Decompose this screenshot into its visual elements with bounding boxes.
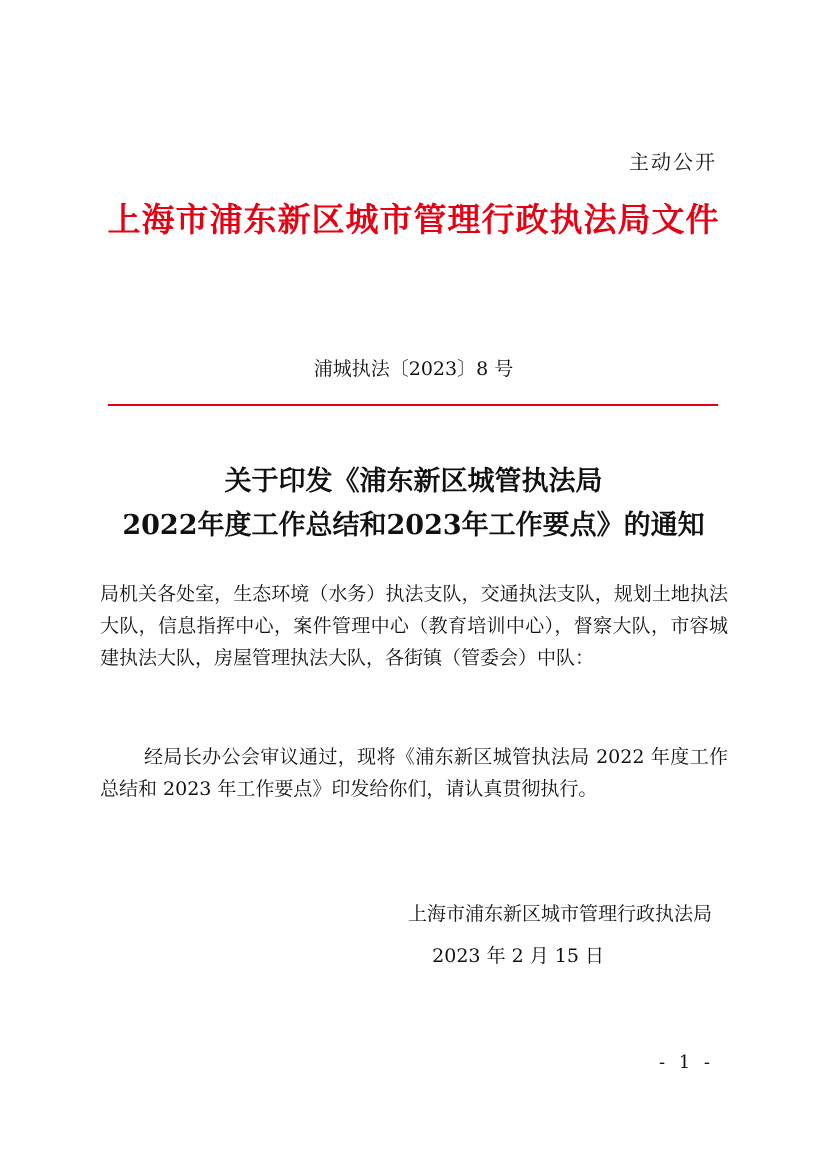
document-number: 浦城执法〔2023〕8 号 <box>313 358 514 380</box>
disclosure-label: 主动公开 <box>629 150 717 174</box>
issue-date: 2023 年 2 月 15 日 <box>432 945 604 967</box>
document-header: 上海市浦东新区城市管理行政执法局文件 <box>107 200 720 239</box>
document-title <box>0 460 827 548</box>
addressee-paragraph: 局机关各处室，生态环境（水务）执法支队，交通执法支队，规划土地执法大队，信息指挥中心，案件管理中心（教育培训中心），督察大队，市容城建执法大队，房屋管理执法大队，各街镇（管委会）中队： <box>100 583 728 669</box>
title-line-2: 2022年度工作总结和2023年工作要点》的通知 <box>122 510 705 541</box>
title-line-1: 关于印发《浦东新区城管执法局 <box>224 466 603 497</box>
body-paragraph: 经局长办公会审议通过，现将《浦东新区城管执法局 2022 年度工作总结和 2023 年工作要点》印发给你们，请认真贯彻执行。 <box>100 746 728 800</box>
page-number: - 1 - <box>658 1052 714 1073</box>
red-divider <box>108 404 718 406</box>
issuer-signature: 上海市浦东新区城市管理行政执法局 <box>407 903 712 925</box>
